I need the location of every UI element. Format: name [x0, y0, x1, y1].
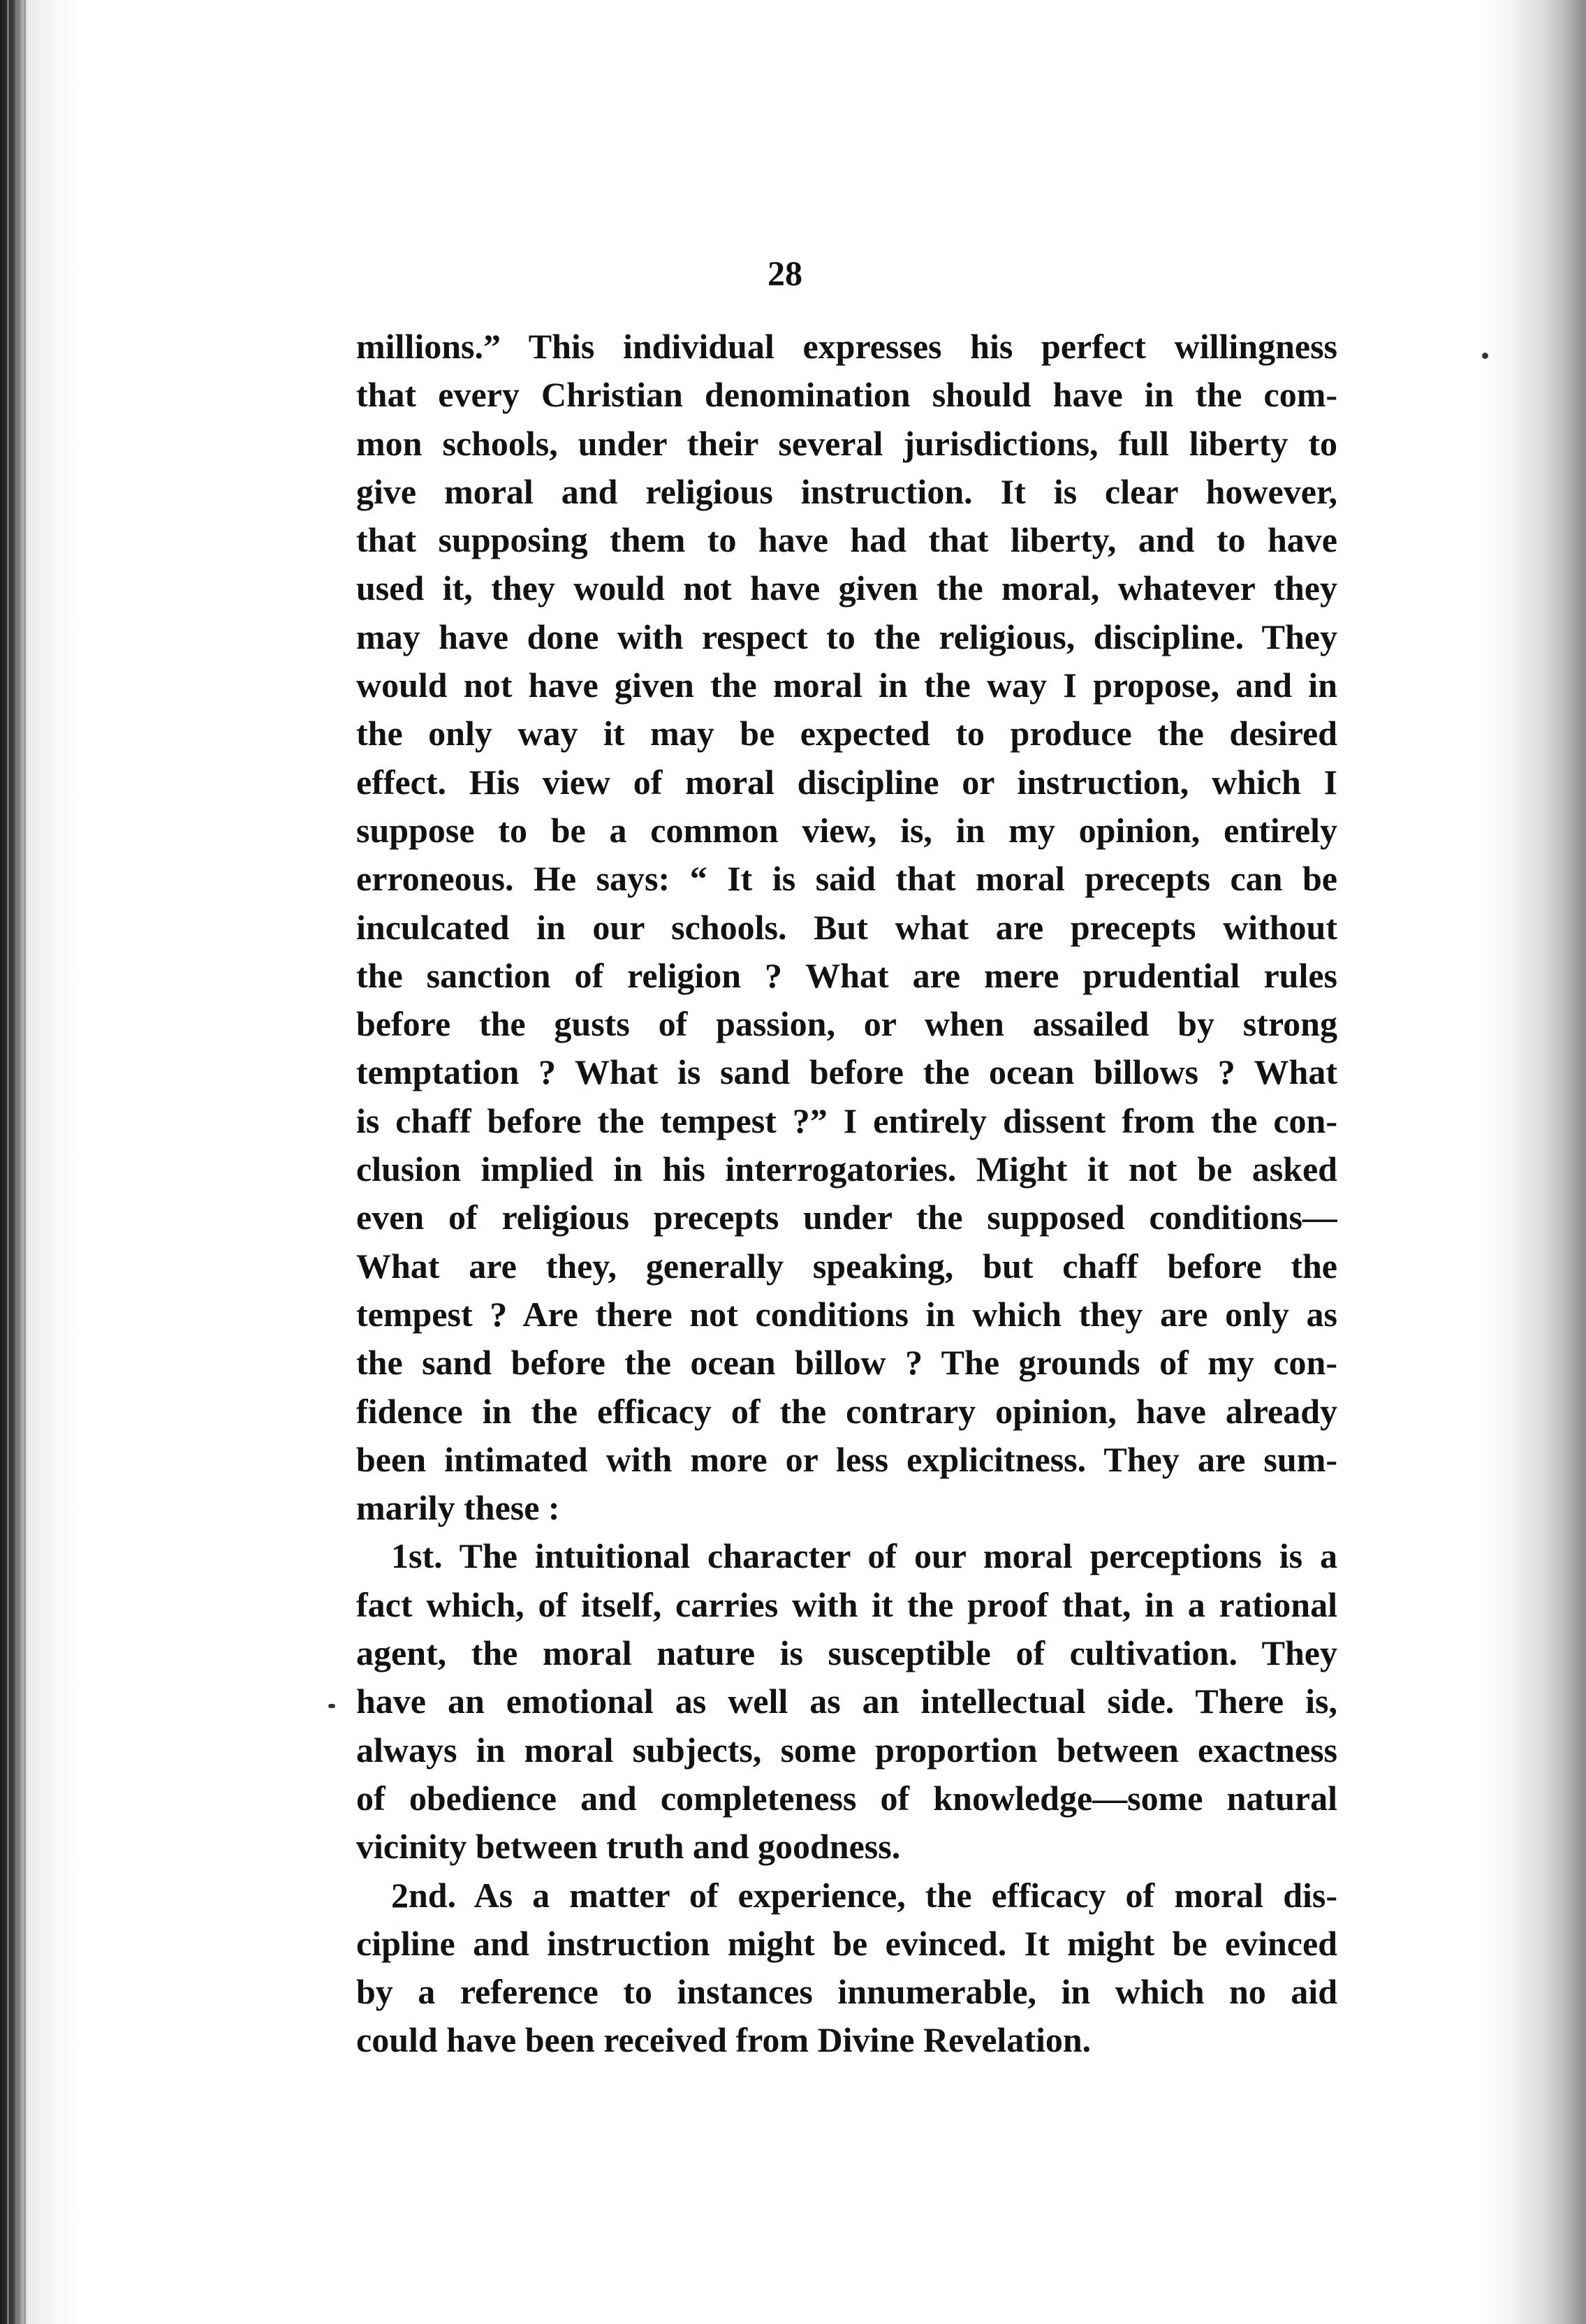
text-line: temptation ? What is sand before the ocean billows ? What: [356, 1052, 1337, 1092]
text-line: mon schools, under their several jurisdictions, full liberty to: [356, 423, 1337, 463]
text-line: even of religious precepts under the supposed conditions—: [356, 1198, 1337, 1237]
text-line: fidence in the efficacy of the contrary opinion, have already: [356, 1391, 1337, 1431]
text-line: the only way it may be expected to produce the desired: [356, 714, 1337, 753]
text-line: may have done with respect to the religious, discipline. They: [356, 617, 1337, 656]
text-line: give moral and religious instruction. It is clear however,: [356, 471, 1337, 511]
speck-mark: [328, 1704, 335, 1708]
left-page-edge: [0, 0, 84, 2324]
text-line: that supposing them to have had that liberty, and to have: [356, 520, 1337, 560]
text-line: inculcated in our schools. But what are precepts without: [356, 907, 1337, 947]
text-line: is chaff before the tempest ?” I entirely dissent from the con-: [356, 1101, 1337, 1140]
text-line: suppose to be a common view, is, in my opinion, entirely: [356, 810, 1337, 850]
text-line: used it, they would not have given the moral, whatever they: [356, 568, 1337, 608]
text-line: vicinity between truth and goodness.: [356, 1827, 901, 1867]
text-line: the sanction of religion ? What are mere prudential rules: [356, 955, 1337, 995]
text-line: could have been received from Divine Revelation.: [356, 2020, 1092, 2060]
text-line: always in moral subjects, some proportion between exactness: [356, 1730, 1337, 1770]
body-text: [356, 323, 1337, 2065]
text-line: the sand before the ocean billow ? The grounds of my con-: [356, 1343, 1337, 1383]
text-line: would not have given the moral in the way I propose, and in: [356, 665, 1337, 705]
text-line: tempest ? Are there not conditions in which they are only as: [356, 1294, 1337, 1334]
text-line: agent, the moral nature is susceptible of cultivation. They: [356, 1633, 1337, 1673]
text-line: What are they, generally speaking, but chaff before the: [356, 1246, 1337, 1286]
paragraph-1: [356, 323, 1337, 1532]
text-line: 1st. The intuitional character of our moral perceptions is a: [391, 1536, 1337, 1576]
page-leaf-line: [24, 0, 26, 2324]
page-leaf-line: [15, 0, 17, 2324]
text-line: effect. His view of moral discipline or instruction, which I: [356, 762, 1337, 802]
text-line: fact which, of itself, carries with it the proof that, in a rational: [356, 1584, 1337, 1624]
text-line: 2nd. As a matter of experience, the efficacy of moral dis-: [391, 1875, 1337, 1915]
text-line: clusion implied in his interrogatories. Might it not be asked: [356, 1149, 1337, 1189]
text-line: been intimated with more or less explicitness. They are sum-: [356, 1439, 1337, 1479]
text-line: by a reference to instances innumerable, in which no aid: [356, 1972, 1337, 2012]
page-number: 28: [768, 253, 802, 293]
text-line: that every Christian denomination should have in the com-: [356, 375, 1337, 415]
paragraph-3: [356, 1871, 1337, 2065]
text-line: before the gusts of passion, or when assailed by strong: [356, 1004, 1337, 1044]
right-page-edge: [1481, 0, 1586, 2324]
text-line: cipline and instruction might be evinced. It might be evinced: [356, 1923, 1337, 1963]
text-line: erroneous. He says: “ It is said that moral precepts can be: [356, 859, 1337, 899]
paragraph-2: [356, 1532, 1337, 1871]
text-line: of obedience and completeness of knowledge—some natural: [356, 1778, 1337, 1818]
text-line: millions.” This individual expresses his perfect willingness: [356, 327, 1337, 366]
page-leaf-line: [7, 0, 9, 2324]
text-line: marily these :: [356, 1488, 560, 1528]
text-line: have an emotional as well as an intellectual side. There is,: [356, 1682, 1337, 1721]
speck-mark: [1482, 353, 1488, 359]
